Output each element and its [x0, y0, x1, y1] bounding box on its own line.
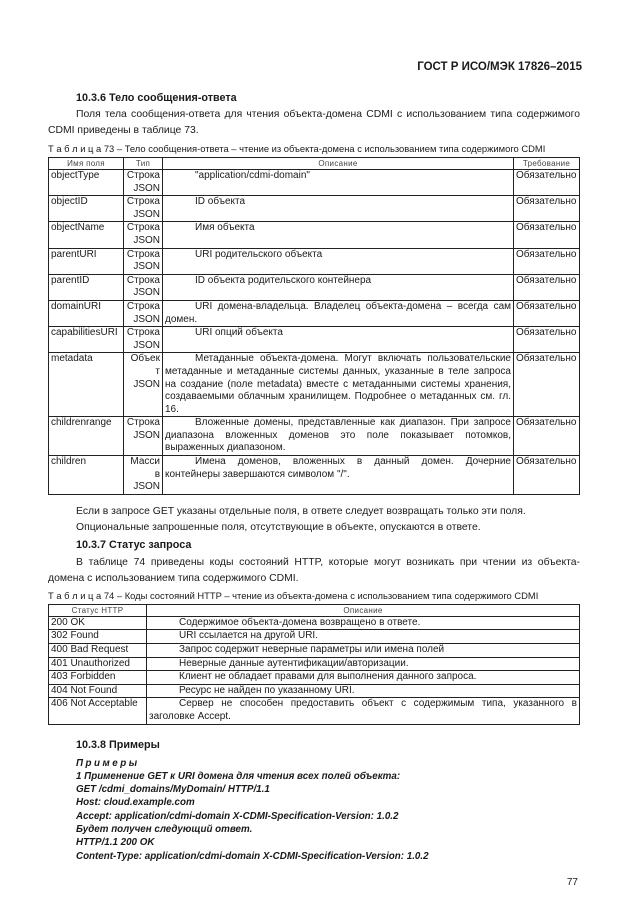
description-text: "application/cdmi-domain" — [195, 170, 310, 181]
field-type: Строка JSON — [124, 274, 163, 300]
description-text: Содержимое объекта-домена возвращено в ответе. — [179, 616, 421, 628]
description-text: Неверные данные аутентификации/авторизации. — [179, 657, 409, 669]
description-text: Запрос содержит неверные параметры или имена полей — [179, 644, 445, 656]
column-header: Описание — [163, 158, 514, 170]
field-requirement: Обязательно — [514, 327, 580, 353]
description-text: Имя объекта — [195, 222, 255, 234]
field-description — [163, 327, 514, 353]
table-74 — [48, 604, 580, 725]
field-requirement: Обязательно — [514, 170, 580, 196]
examples-block — [76, 757, 580, 863]
description-text: Сервер не способен предоставить объект с содержимым типа, указанного в заголовке Accept. — [149, 698, 577, 722]
table-row — [49, 222, 580, 248]
status-description — [147, 630, 580, 644]
table-header-row — [49, 604, 580, 616]
http-status: 302 Found — [49, 630, 147, 644]
section-paragraph: В таблице 74 приведены коды состояний HTTP, которые могут возникать при чтении из объекта-домена с использованием типа содержимого CDMI. — [48, 556, 580, 584]
table-row — [49, 274, 580, 300]
description-text: Ресурс не найден по указанному URI. — [179, 684, 355, 696]
http-status: 404 Not Found — [49, 684, 147, 698]
column-header: Статус HTTP — [49, 604, 147, 616]
paragraph-line: Если в запросе GET указаны отдельные поля, в ответе следует возвращать только эти поля. — [76, 505, 526, 517]
paragraph-line: Опциональные запрошенные поля, отсутствующие в объекте, опускаются в ответе. — [76, 521, 481, 533]
field-name: parentURI — [49, 248, 124, 274]
page-number: 77 — [566, 876, 578, 888]
example-line: HTTP/1.1 200 OK — [76, 837, 155, 849]
field-name: capabilitiesURI — [49, 327, 124, 353]
field-description — [163, 456, 514, 495]
field-type: Строка JSON — [124, 417, 163, 456]
description-text: URI ссылается на другой URI. — [179, 630, 318, 642]
http-status: 406 Not Acceptable — [49, 698, 147, 724]
field-requirement: Обязательно — [514, 353, 580, 417]
description-text: URI опций объекта — [195, 327, 283, 339]
table-73 — [48, 157, 580, 495]
table-row — [49, 327, 580, 353]
field-requirement: Обязательно — [514, 196, 580, 222]
table-row — [49, 353, 580, 417]
field-name: parentID — [49, 274, 124, 300]
field-type: Строка JSON — [124, 170, 163, 196]
field-name: children — [49, 456, 124, 495]
table-row — [49, 196, 580, 222]
table-row — [49, 630, 580, 644]
table-row — [49, 671, 580, 685]
table-row — [49, 684, 580, 698]
example-line: GET /cdmi_domains/MyDomain/ HTTP/1.1 — [76, 784, 270, 796]
field-type: Строка JSON — [124, 327, 163, 353]
field-description — [163, 274, 514, 300]
field-name: metadata — [49, 353, 124, 417]
field-name: objectName — [49, 222, 124, 248]
status-description — [147, 684, 580, 698]
caption-text: 74 – Коды состояний HTTP – чтение из объекта-домена с использованием типа содержимого CDMI — [103, 589, 539, 601]
section-paragraph: Поля тела сообщения-ответа для чтения объекта-домена CDMI с использованием типа содержимого CDMI приведены в таблице 73. — [48, 109, 580, 136]
table-row — [49, 417, 580, 456]
table-row — [49, 248, 580, 274]
description-text: Клиент не обладает правами для выполнения данного запроса. — [179, 671, 477, 683]
field-name: childrenrange — [49, 417, 124, 456]
field-description — [163, 353, 514, 417]
example-line: Content-Type: application/cdmi-domain X-CDMI-Specification-Version: 1.0.2 — [76, 850, 429, 862]
column-header: Тип — [124, 158, 163, 170]
field-requirement: Обязательно — [514, 222, 580, 248]
description-text: ID объекта — [195, 196, 246, 208]
field-name: objectID — [49, 196, 124, 222]
field-description — [163, 300, 514, 326]
description-text: Вложенные домены, представленные как диапазон. При запросе диапазона вложенных доменов это поле показывает потомков, выраженных диапазоном. — [165, 417, 511, 454]
table-row — [49, 644, 580, 658]
caption-prefix: Т а б л и ц а — [48, 589, 102, 601]
column-header: Имя поля — [49, 158, 124, 170]
example-line: 1 Применение GET к URI домена для чтения всех полей объекта: — [76, 770, 401, 782]
table-row — [49, 657, 580, 671]
field-description — [163, 417, 514, 456]
table-row — [49, 616, 580, 630]
status-description — [147, 657, 580, 671]
description-text: Метаданные объекта-домена. Могут включать пользовательские метаданные и метаданные системы данных, указанные в теле запроса на создание (поле metadata) вместе с метаданными системы хранения, создаваемыми облачным хранилищем. Подробнее о метаданных см. гл. 16. — [165, 353, 511, 415]
section-title-10-3-7: 10.3.7 Статус запроса — [76, 538, 192, 551]
field-requirement: Обязательно — [514, 274, 580, 300]
table-row — [49, 698, 580, 724]
field-name: objectType — [49, 170, 124, 196]
example-line: Host: cloud.example.com — [76, 797, 195, 809]
example-line: Accept: application/cdmi-domain X-CDMI-Specification-Version: 1.0.2 — [76, 810, 399, 822]
field-requirement: Обязательно — [514, 417, 580, 456]
table-row — [49, 456, 580, 495]
field-type: Объект JSON — [124, 353, 163, 417]
field-type: Массив JSON — [124, 456, 163, 495]
field-requirement: Обязательно — [514, 300, 580, 326]
description-text: Имена доменов, вложенных в данный домен. Дочерние контейнеры завершаются символом "/". — [165, 456, 511, 480]
table-row — [49, 170, 580, 196]
table-73-caption — [48, 143, 580, 155]
http-status: 403 Forbidden — [49, 671, 147, 685]
standard-header: ГОСТ Р ИСО/МЭК 17826–2015 — [417, 61, 582, 73]
field-type: Строка JSON — [124, 300, 163, 326]
section-title-10-3-6: 10.3.6 Тело сообщения-ответа — [76, 92, 237, 104]
field-description — [163, 248, 514, 274]
caption-prefix: Т а б л и ц а — [48, 143, 102, 154]
http-status: 401 Unauthorized — [49, 657, 147, 671]
description-text: URI родительского объекта — [195, 248, 323, 260]
examples-label: Примеры — [76, 757, 140, 769]
after-table-73-text — [76, 504, 580, 536]
column-header: Требование — [514, 158, 580, 170]
table-header-row — [49, 158, 580, 170]
field-description — [163, 222, 514, 248]
field-type: Строка JSON — [124, 196, 163, 222]
field-requirement: Обязательно — [514, 248, 580, 274]
example-line: Будет получен следующий ответ. — [76, 824, 253, 836]
caption-text: 73 – Тело сообщения-ответа – чтение из объекта-домена с использованием типа содержимого CDMI — [103, 143, 546, 154]
status-description — [147, 698, 580, 724]
status-description — [147, 644, 580, 658]
description-text: ID объекта родительского контейнера — [195, 274, 372, 286]
field-description — [163, 196, 514, 222]
description-text: URI домена-владельца. Владелец объекта-домена – всегда сам домен. — [165, 300, 511, 325]
field-requirement: Обязательно — [514, 456, 580, 495]
status-description — [147, 671, 580, 685]
field-description — [163, 170, 514, 196]
http-status: 200 OK — [49, 616, 147, 630]
http-status: 400 Bad Request — [49, 644, 147, 658]
example-lines — [76, 770, 580, 863]
field-type: Строка JSON — [124, 222, 163, 248]
table-74-caption — [48, 590, 580, 602]
field-type: Строка JSON — [124, 248, 163, 274]
column-header: Описание — [147, 604, 580, 616]
status-description — [147, 616, 580, 630]
field-name: domainURI — [49, 300, 124, 326]
table-row — [49, 300, 580, 326]
section-title-10-3-8: 10.3.8 Примеры — [76, 738, 160, 751]
